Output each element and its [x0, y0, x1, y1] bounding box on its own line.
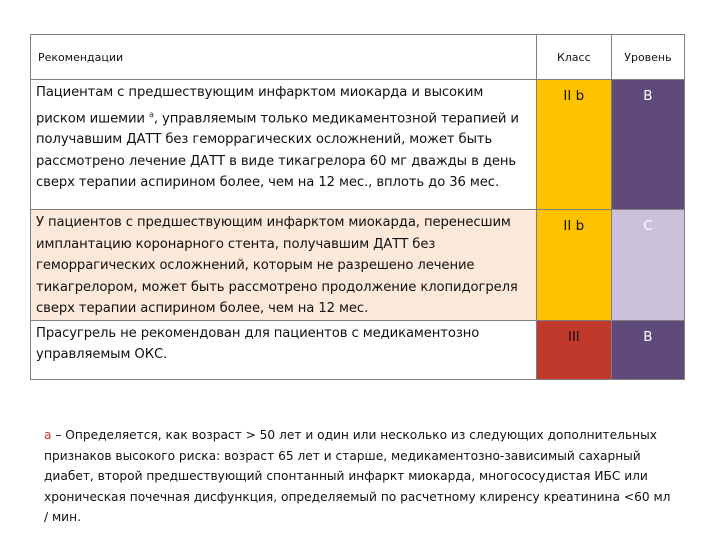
class-cell: III — [536, 320, 611, 379]
recommendation-text: Прасугрель не рекомендован для пациентов с медикаментозно управляемым ОКС. — [31, 320, 537, 379]
footnote-marker: a — [44, 428, 52, 442]
level-cell: B — [611, 320, 684, 379]
header-recommendations: Рекомендации — [31, 35, 537, 80]
class-cell: II b — [536, 210, 611, 321]
table-row — [31, 320, 685, 379]
recommendation-text-part: Пациентам с предшествующим инфарктом миокарда и высоким риском ишемии — [36, 85, 484, 126]
table-row — [31, 210, 685, 321]
recommendation-text: У пациентов с предшествующим инфарктом миокарда, перенесшим имплантацию коронарного стента, получавшим ДАТТ без геморрагических осложнений, которым не разрешено лечение тикагрелором, может быть рассмотрено продолжение клопидогреля сверх терапии аспирином более, чем на 12 мес. — [31, 210, 537, 321]
footnote — [44, 425, 674, 528]
class-cell: II b — [536, 80, 611, 210]
level-cell: C — [611, 210, 684, 321]
footnote-text: – Определяется, как возраст > 50 лет и один или несколько из следующих дополнительных признаков высокого риска: возраст 65 лет и старше, медикаментозно-зависимый сахарный диабет, второй предшествующий спонтанный инфаркт миокарда, многососудистая ИБС или хроническая почечная дисфункция, определяемый по расчетному клиренсу креатинина <60 мл / мин. — [44, 428, 671, 524]
level-cell: B — [611, 80, 684, 210]
table-header-row — [31, 35, 685, 80]
header-class: Класс — [536, 35, 611, 80]
header-level: Уровень — [611, 35, 684, 80]
recommendations-table — [30, 34, 685, 380]
recommendation-text — [31, 80, 537, 210]
table-row — [31, 80, 685, 210]
recommendation-text-part: , управляемым только медикаментозной терапией и получавшим ДАТТ без геморрагических осложнений, может быть рассмотрено лечение ДАТТ в виде тикагрелора 60 мг дважды в день сверх терапии аспирином более, чем на 12 мес., вплоть до 36 мес. — [36, 110, 519, 191]
footnote-reference: a — [149, 109, 154, 119]
